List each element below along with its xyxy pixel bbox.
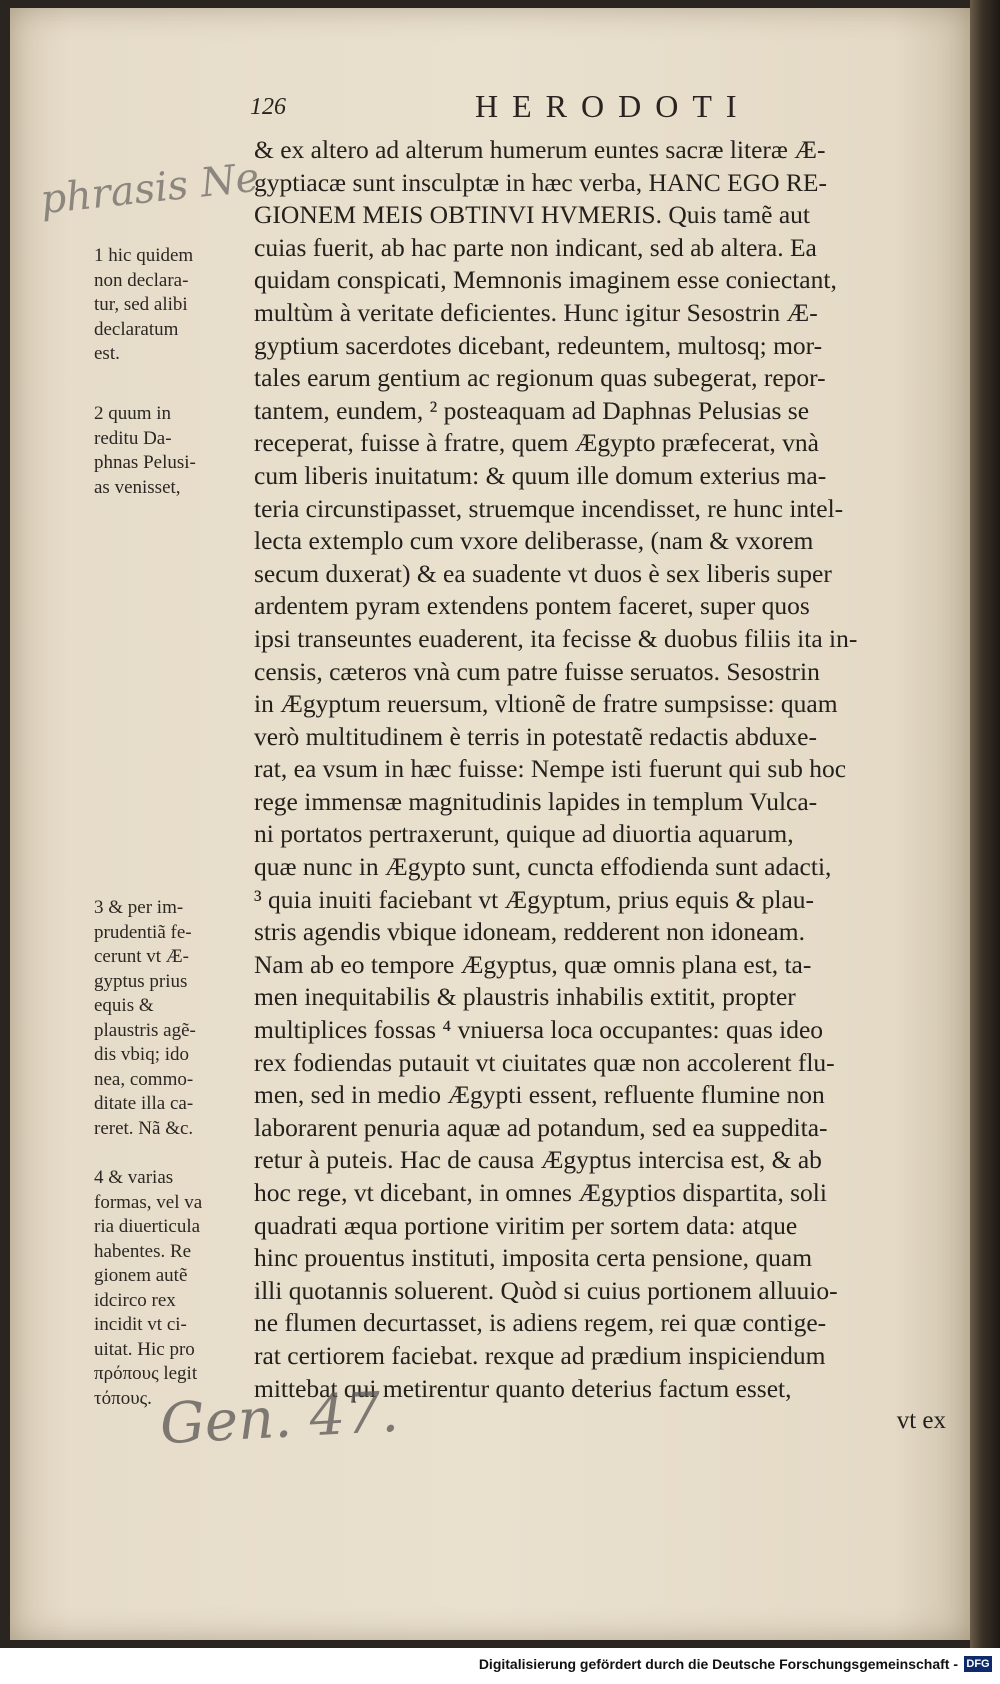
handwritten-note-top: phrasis Ne: [38, 154, 262, 224]
text-line: illi quotannis soluerent. Quòd si cuius portionem alluuio-: [254, 1275, 838, 1305]
funding-credit: Digitalisierung gefördert durch die Deutsche Forschungsgemeinschaft -: [478, 1656, 958, 1672]
text-line: lecta extemplo cum vxore deliberasse, (nam & vxorem: [254, 526, 814, 556]
book-edge: [970, 0, 1000, 1648]
margin-line: formas, vel va: [94, 1191, 203, 1213]
marginal-note-4: [94, 1166, 250, 1411]
margin-line: idcirco rex: [94, 1289, 176, 1311]
text-line: verò multitudinem è terris in potestatẽ redactis abduxe-: [254, 721, 817, 751]
margin-line: tur, sed alibi: [94, 294, 188, 315]
margin-line: ditate illa ca-: [94, 1093, 194, 1114]
main-text-block: [254, 134, 946, 1437]
text-line: ne flumen decurtasset, is adiens regem, rei quæ contige-: [254, 1308, 827, 1338]
margin-line: as venisset,: [94, 476, 181, 498]
margin-line: cerunt vt Æ-: [94, 946, 189, 967]
text-line: tales earum gentium ac regionum quas subegerat, repor-: [254, 363, 826, 393]
margin-line: uitat. Hic pro: [94, 1338, 195, 1360]
text-line: Nam ab eo tempore Ægyptus, quæ omnis plana est, ta-: [254, 949, 812, 979]
margin-line: phnas Pelusi-: [94, 452, 196, 473]
text-line: gyptium sacerdotes dicebant, redeuntem, multosq; mor-: [254, 330, 823, 360]
text-line: quadrati æqua portione viritim per sortem data: atque: [254, 1210, 798, 1240]
margin-line: τόπους.: [94, 1387, 152, 1409]
margin-line: equis &: [94, 995, 154, 1016]
text-line: multùm à veritate deficientes. Hunc igitur Sesostrin Æ-: [254, 297, 818, 327]
text-line: quidam conspicati, Memnonis imaginem esse coniectant,: [254, 265, 837, 295]
marginal-note-3: [94, 896, 250, 1141]
text-line: retur à puteis. Hac de causa Ægyptus intercisa est, & ab: [254, 1145, 822, 1175]
handwritten-note-bottom: Gen. 47.: [158, 1379, 401, 1458]
margin-line: 1 hic quidem: [94, 245, 194, 266]
text-line: secum duxerat) & ea suadente vt duos è sex liberis super: [254, 558, 832, 588]
margin-line: non declara-: [94, 269, 189, 291]
text-line: ardentem pyram extendens pontem faceret, super quos: [254, 591, 810, 621]
margin-line: declaratum: [94, 318, 179, 340]
text-line: laborarent penuria aquæ ad potandum, sed ea suppedita-: [254, 1112, 828, 1142]
text-line: rex fodiendas putauit vt ciuitates quæ non accolerent flu-: [254, 1047, 835, 1077]
margin-line: gionem autẽ: [94, 1265, 188, 1286]
book-page: [10, 8, 970, 1640]
margin-line: nea, commo-: [94, 1068, 194, 1090]
text-line: & ex altero ad alterum humerum euntes sacræ literæ Æ-: [254, 135, 826, 164]
text-line: quæ nunc in Ægypto sunt, cuncta effodienda sunt adacti,: [254, 852, 832, 882]
page-number: 126: [250, 94, 286, 120]
text-line: men inequitabilis & plaustris inhabilis extitit, propter: [254, 982, 796, 1012]
marginal-note-1: [94, 244, 250, 367]
text-line: in Ægyptum reuersum, vltionẽ de fratre sumpsisse: quam: [254, 689, 838, 719]
text-line: hinc prouentus instituti, imposita certa pensione, quam: [254, 1243, 813, 1273]
footer-bar: [0, 1648, 1000, 1684]
catchword: vt ex: [896, 1407, 946, 1435]
text-line: ni portatos pertraxerunt, quique ad diuortia aquarum,: [254, 819, 794, 849]
text-line: rat certiorem faciebat. rexque ad prædium inspiciendum: [254, 1340, 826, 1370]
text-line: receperat, fuisse à fratre, quem Ægypto præfecerat, vnà: [254, 428, 819, 458]
text-line: teria circunstipasset, struemque incendisset, re hunc intel-: [254, 493, 844, 523]
margin-line: πρόπους legit: [94, 1363, 198, 1384]
margin-line: gyptus prius: [94, 970, 188, 992]
text-line: hoc rege, vt dicebant, in omnes Ægyptios dispartita, soli: [254, 1178, 827, 1207]
margin-line: incidit vt ci-: [94, 1314, 187, 1335]
running-title: HERODOTI: [475, 88, 751, 124]
text-line: mittebat qui metirentur quanto deterius factum esset,: [254, 1373, 792, 1403]
margin-line: habentes. Re: [94, 1240, 192, 1262]
margin-line: est.: [94, 343, 120, 364]
text-line: stris agendis vbique idoneam, redderent non idoneam.: [254, 917, 805, 947]
text-line: GIONEM MEIS OBTINVI HVMERIS. Quis tamẽ aut: [254, 200, 810, 230]
text-line: tantem, eundem, ² posteaquam ad Daphnas Pelusias se: [254, 395, 810, 425]
text-line: gyptiacæ sunt insculptæ in hæc verba, HANC EGO RE-: [254, 167, 827, 197]
margin-line: 2 quum in: [94, 403, 172, 424]
text-line: men, sed in medio Ægypti essent, refluente flumine non: [254, 1080, 825, 1110]
margin-line: 4 & varias: [94, 1167, 174, 1188]
text-line: censis, cæteros vnà cum patre fuisse seruatos. Sesostrin: [254, 656, 820, 686]
marginal-note-2: [94, 402, 250, 500]
text-line: ipsi transeuntes euaderent, ita fecisse & duobus filiis ita in-: [254, 623, 858, 653]
margin-line: prudentiã fe-: [94, 921, 192, 943]
text-line: rege immensæ magnitudinis lapides in templum Vulca-: [254, 786, 818, 816]
margin-line: ria diuerticula: [94, 1216, 201, 1237]
dfg-logo: DFG: [964, 1656, 992, 1672]
margin-line: 3 & per im-: [94, 897, 184, 918]
margin-line: reditu Da-: [94, 427, 172, 449]
text-line: rat, ea vsum in hæc fuisse: Nempe isti fuerunt qui sub hoc: [254, 754, 847, 784]
margin-line: dis vbiq; ido: [94, 1044, 190, 1065]
text-line: multiplices fossas ⁴ vniuersa loca occupantes: quas ideo: [254, 1015, 824, 1045]
text-line: ³ quia inuiti faciebant vt Ægyptum, prius equis & plau-: [254, 884, 815, 914]
margin-line: plaustris agẽ-: [94, 1019, 196, 1041]
text-line: cuias fuerit, ab hac parte non indicant, sed ab altera. Ea: [254, 232, 817, 262]
page-header: [250, 88, 950, 128]
margin-line: reret. Nã &c.: [94, 1117, 194, 1139]
text-line: cum liberis inuitatum: & quum ille domum exterius ma-: [254, 460, 827, 490]
